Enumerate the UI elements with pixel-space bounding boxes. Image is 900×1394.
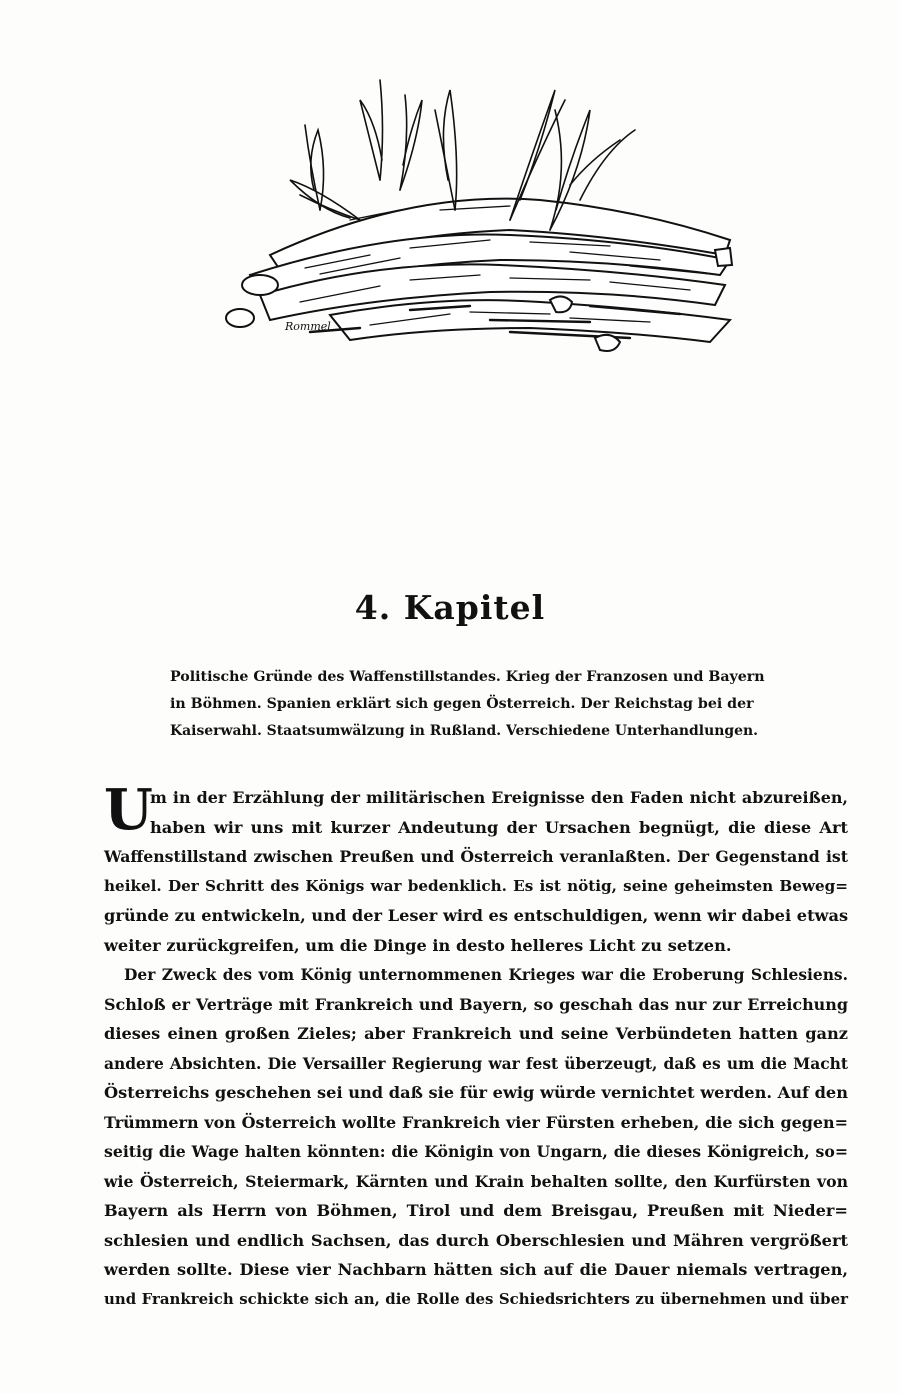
body-line: haben wir uns mit kurzer Andeutung der Ursachen begnügt, die diese Art [150, 817, 848, 837]
body-line: seitig die Wage halten könnten: die Königin von Ungarn, die dieses Königreich, so= [104, 1142, 848, 1161]
body-line: andere Absichten. Die Versailler Regierung war fest überzeugt, daß es um die Macht [104, 1053, 848, 1073]
body-line: m in der Erzählung der militärischen Ereignisse den Faden nicht abzureißen, [150, 788, 848, 807]
body-line: wie Österreich, Steiermark, Kärnten und Krain behalten sollte, den Kurfürsten von [104, 1171, 848, 1191]
body-line: Waffenstillstand zwischen Preußen und Österreich veranlaßten. Der Gegenstand ist [104, 847, 848, 866]
artist-signature: Rommel [285, 320, 331, 333]
body-line: und Frankreich schickte sich an, die Rolle des Schiedsrichters zu übernehmen und über [104, 1289, 848, 1308]
body-line: Bayern als Herrn von Böhmen, Tirol und dem Breisgau, Preußen mit Nieder= [104, 1201, 848, 1220]
body-line: Schloß er Verträge mit Frankreich und Bayern, so geschah das nur zur Erreichung [104, 994, 848, 1014]
body-line: Der Zweck des vom König unternommenen Krieges war die Eroberung Schlesiens. [124, 965, 848, 984]
body-text [104, 777, 849, 1314]
body-line: dieses einen großen Zieles; aber Frankreich und seine Verbündeten hatten ganz [104, 1024, 848, 1043]
body-line: werden sollte. Diese vier Nachbarn hätten sich auf die Dauer niemals vertragen, [104, 1260, 848, 1279]
body-line: gründe zu entwickeln, und der Leser wird es entschuldigen, wenn wir dabei etwas [104, 906, 849, 925]
drop-cap: U [104, 777, 153, 843]
chapter-summary [170, 664, 766, 745]
body-line: heikel. Der Schritt des Königs war bedenklich. Es ist nötig, seine geheimsten Beweg= [104, 876, 848, 895]
summary-line: in Böhmen. Spanien erklärt sich gegen Österreich. Der Reichstag bei der [170, 696, 754, 712]
body-line: Österreichs geschehen sei und daß sie für ewig würde vernichtet werden. Auf den [104, 1083, 848, 1102]
body-line: Trümmern von Österreich wollte Frankreich vier Fürsten erheben, die sich gegen= [104, 1112, 848, 1132]
summary-line: Kaiserwahl. Staatsumwälzung in Rußland. Verschiedene Unterhandlungen. [170, 723, 758, 739]
body-line: weiter zurückgreifen, um die Dinge in desto helleres Licht zu setzen. [104, 935, 732, 955]
summary-line: Politische Gründe des Waffenstillstandes. Krieg der Franzosen und Bayern [170, 669, 765, 685]
chapter-title: 4. Kapitel [354, 588, 546, 627]
body-line: schlesien und endlich Sachsen, das durch Oberschlesien und Mähren vergrößert [104, 1230, 848, 1250]
quills-papers-vignette [210, 70, 750, 370]
